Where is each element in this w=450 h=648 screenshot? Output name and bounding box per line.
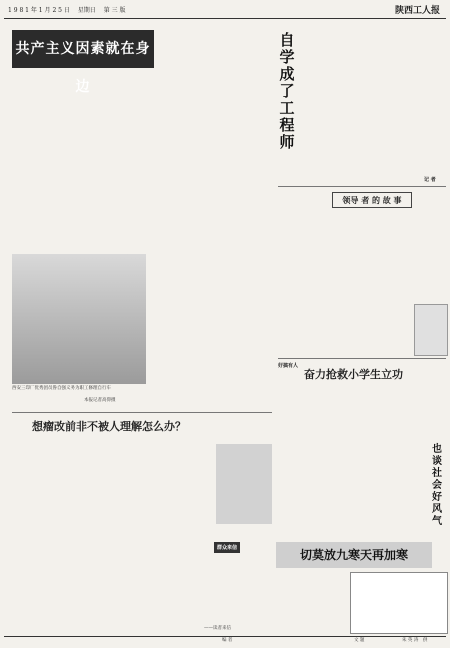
sketch-title: 领导 者 的 故 事 [332, 192, 412, 208]
center-photo [216, 444, 272, 524]
cold-title: 切莫放九寒天再加寒 [276, 542, 432, 568]
footer-topic: 文 题 [354, 638, 365, 643]
footer-editor: 编 者 [222, 638, 233, 643]
newspaper-page [4, 4, 446, 644]
letter-rule [12, 412, 272, 413]
main-photo [12, 254, 146, 384]
footer-rule [4, 636, 446, 637]
workers-byline: 记 者 [424, 177, 436, 183]
newspaper-name: 陕西工人报 [394, 6, 440, 16]
workers-col2 [338, 32, 390, 172]
main-article-col4 [210, 74, 268, 394]
workers-title: 自 学 成 了 工 程 师 [279, 31, 295, 151]
letter-col3 [148, 436, 212, 632]
hero-col1 [278, 386, 334, 522]
letter-col2 [80, 436, 144, 632]
hero-col2 [338, 386, 394, 522]
main-article-col1 [12, 74, 72, 254]
letter-col1 [12, 436, 76, 632]
hero-title: 奋力抢救小学生立功 [304, 368, 403, 381]
sketch-illustration [414, 304, 448, 356]
main-article-title: 共产主义因素就在身边 [12, 30, 154, 68]
main-article-col2 [76, 74, 138, 254]
footer-author: 朱 英 涛 供 [402, 638, 428, 643]
hero-label: 好搞有人 [278, 363, 299, 369]
workers-col3 [394, 32, 446, 172]
main-photo-caption: 西安三印厂优秀团员鲁自强义务为职工修理自行车 [12, 386, 111, 391]
cartoon [350, 572, 448, 634]
issue-date: 1 9 8 1 年 1 月 2 5 日 星期日 第 三 版 [8, 7, 126, 14]
header-rule [4, 18, 446, 19]
letter-title: 想瘤改前非不被人理解怎么办？ [32, 420, 186, 433]
masthead [4, 4, 446, 18]
right-box-title: 也 谈 社 会 好 风 气 [432, 444, 442, 527]
workers-col1 [300, 32, 334, 172]
cold-label: 群众来信 [214, 542, 240, 553]
letter-credit: ——读者来信 [204, 626, 231, 631]
cold-col2 [282, 570, 346, 640]
cold-col1 [214, 570, 278, 640]
main-photo-credit: 本报记者高仰摄 [84, 398, 116, 403]
workers-rule [278, 186, 446, 187]
hero-rule [278, 358, 446, 359]
sketch-left-col [278, 194, 328, 354]
sketch-text [332, 210, 446, 290]
main-article-col3 [142, 74, 206, 254]
